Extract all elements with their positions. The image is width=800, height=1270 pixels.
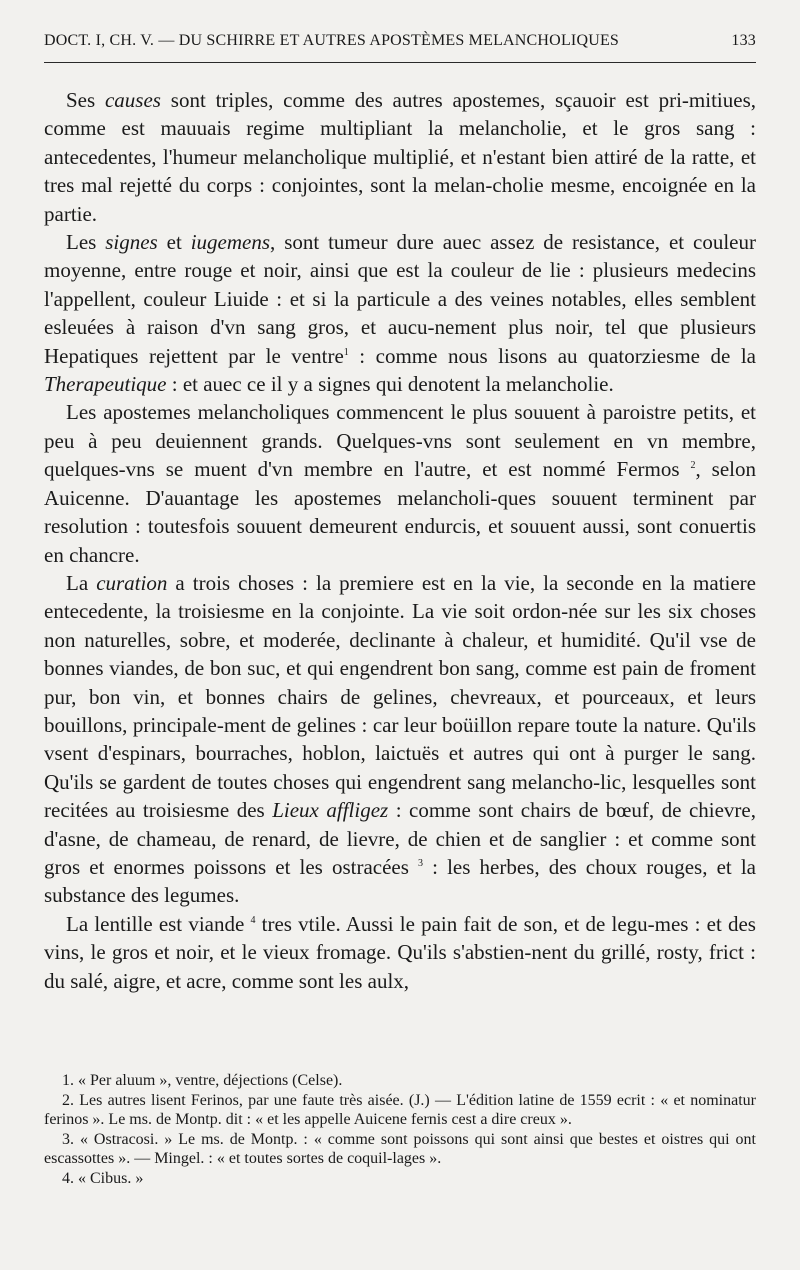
title-therapeutique: Therapeutique bbox=[44, 372, 167, 397]
term-causes: causes bbox=[104, 88, 161, 112]
footnote-2: 2. Les autres lisent Ferinos, par une faute très aisée. (J.) — L'édition latine de 1559 ecrit : « et nominatur ferinos ». Le ms. de Montp. dit : « et les appelle Auicene fernis cest a dire creux ». bbox=[44, 1091, 756, 1129]
page-number: 133 bbox=[731, 32, 756, 49]
footnotes bbox=[44, 1071, 756, 1189]
footnote-1: 1. « Per aluum », ventre, déjections (Celse). bbox=[62, 1072, 343, 1089]
body-text bbox=[44, 86, 756, 995]
term-signes: signes bbox=[105, 230, 158, 255]
paragraph-causes: Ses causes sont triples, comme des autres apostemes, sçauoir est pri-mitiues, comme est mauuais regime multipliant la melancholie, et le gros sang : antecedentes, l'humeur melancholique multiplié, et n'estant bien attiré de la ratte, et tres mal rejetté du corps : conjointes, sont la melan-cholie mesme, encoignée en la partie. bbox=[44, 88, 756, 226]
footnote-ref-2: 2 bbox=[690, 460, 696, 472]
footnote-ref-1: 1 bbox=[343, 346, 349, 358]
paragraph-signes: Les signes et iugemens, sont tumeur dure auec assez de resistance, et couleur moyenne, entre rouge et noir, ainsi que est la couleur de lie : plusieurs medecins l'appellent, couleur Liuide : et si la particule a des veines notables, elles semblent esleuées à raison d'vn sang gros, et aucu-nement plus noir, tel que plusieurs Hepatiques rejettent par le ventre$^1$ : comme nous lisons au quatorziesme de la Therapeutique : et auec ce il y a signes qui denotent la melancholie. bbox=[44, 230, 756, 397]
term-curation: curation bbox=[96, 570, 168, 595]
footnote-ref-3: 3 bbox=[418, 857, 424, 869]
paragraph-lentille: La lentille est viande $^4$ tres vtile. Aussi le pain fait de son, et de legu-mes : et des vins, le gros et noir, et le vieux fromage. Qu'ils s'abstien-nent du grillé, rosty, frict : du salé, aigre, et acre, comme sont les aulx, bbox=[44, 911, 756, 993]
paragraph-curation: La curation a trois choses : la premiere est en la vie, la seconde en la matiere entecedente, la troisiesme en la conjointe. La vie soit ordon-née sur les six choses non naturelles, sobre, et moderée, declinante à chaleur, et humidité. Qu'il vse de bonnes viandes, de bon suc, et qui engendrent bon sang, comme est pain de froment pur, bon vin, et bonnes chairs de gelines, chevreaux, et pourceaux, et leurs bouillons, principale-ment de gelines : car leur boüillon repare toute la nature. Qu'ils vsent d'espinars, bourraches, hoblon, laictuës et autres qui ont à purger le sang. Qu'ils se gardent de toutes choses qui engendrent sang melancho-lic, lesquelles sont recitées au troisiesme des Lieux affligez : comme sont chairs de bœuf, de chievre, d'asne, de chameau, de renard, de lievre, de chien et de sanglier : et comme sont gros et enormes poissons et les ostracées $^3$ : les herbes, des choux rouges, et la substance des legumes. bbox=[44, 570, 757, 908]
header-rule bbox=[44, 62, 756, 63]
title-lieux-affligez: Lieux affligez bbox=[272, 798, 389, 823]
footnote-3: 3. « Ostracosi. » Le ms. de Montp. : « comme sont poissons qui sont ainsi que bestes et oistres qui ont escassottes ». — Mingel. : « et toutes sortes de coquil-lages ». bbox=[44, 1130, 756, 1168]
running-title: DOCT. I, CH. V. — DU SCHIRRE ET AUTRES APOSTÈMES MELANCHOLIQUES bbox=[44, 32, 620, 49]
term-iugemens: iugemens bbox=[190, 230, 271, 255]
footnote-ref-4: 4 bbox=[250, 914, 256, 926]
paragraph-apostemes: Les apostemes melancholiques commencent le plus souuent à paroistre petits, et peu à peu deuiennent grands. Quelques-vns sont seulement en vn membre, quelques-vns se muent d'vn membre en l'autre, et est nommé Fermos $^2$, selon Auicenne. D'auantage les apostemes melancholi-ques souuent terminent par resolution : toutesfois souuent demeurent endurcis, et souuent aussi, sont conuertis en chancre. bbox=[44, 400, 757, 567]
footnote-4: 4. « Cibus. » bbox=[62, 1169, 144, 1187]
running-header bbox=[44, 32, 756, 50]
